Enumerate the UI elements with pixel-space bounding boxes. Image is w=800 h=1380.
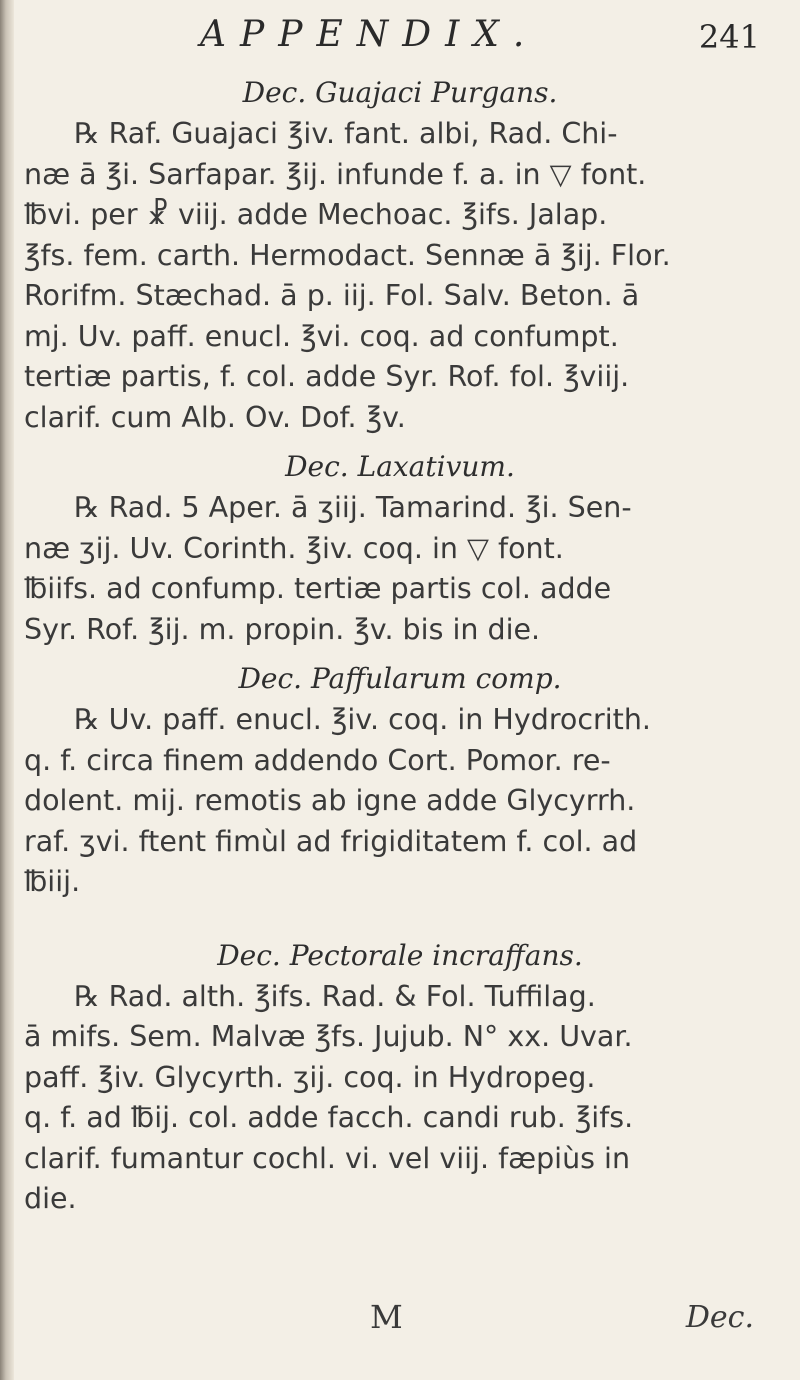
recipe-line: q. f. circa finem addendo Cort. Pomor. re- [24,743,611,777]
recipe-line: clarif. cum Alb. Ov. Dof. ℥v. [24,400,406,434]
recipe-line: raf. ʒvi. ftent fimùl ad frigiditatem f. col. ad [24,824,638,858]
page-header [0,14,800,72]
recipe-title: Dec. Paffularum comp. [238,662,562,695]
page-number: 241 [698,18,760,56]
recipe-line: q. f. ad ℔ij. col. adde facch. candi rub. ℥ifs. [24,1101,634,1134]
recipe-block [24,935,776,1220]
recipe-line: ℞ Rad. alth. ℥ifs. Rad. & Fol. Tuffilag. [74,979,596,1013]
recipe-list [24,72,776,1228]
recipe-block [24,658,776,903]
recipe-line: næ ʒij. Uv. Corinth. ℥iv. coq. in ▽ font. [24,531,564,565]
recipe-line: ℥fs. fem. carth. Hermodact. Sennæ ā ℥ij. Flor. [24,238,671,272]
recipe-line: næ ā ℥i. Sarfapar. ℥ij. infunde f. a. in ▽ font. [24,157,647,191]
running-head: APPENDIX. [200,14,539,55]
recipe-line: ℞ Rad. 5 Aper. ā ʒiij. Tamarind. ℥i. Sen- [74,491,632,524]
page-footer [0,1298,800,1358]
page-binding-edge [0,0,14,1380]
recipe-block [24,72,776,438]
recipe-line: dolent. mij. remotis ab igne adde Glycyrrh. [24,784,636,817]
recipe-title: Dec. Laxativum. [285,450,515,483]
recipe-title: Dec. Pectorale incraffans. [217,938,583,972]
recipe-line: ℞ Raf. Guajaci ℥iv. fant. albi, Rad. Chi- [74,117,618,150]
recipe-line: Rorifm. Stæchad. ā p. iij. Fol. Salv. Beton. ā [24,279,640,312]
recipe-line: ℔iifs. ad confump. tertiæ partis col. adde [24,572,612,605]
recipe-line: ℔iij. [24,865,81,898]
recipe-block [24,446,776,650]
signature-mark: M [370,1298,403,1336]
recipe-line: ℔vi. per ☧ viij. adde Mechoac. ℥ifs. Jalap. [24,198,608,231]
recipe-line: tertiæ partis, f. col. adde Syr. Rof. fol. ℥viij. [24,360,630,393]
recipe-line: mj. Uv. paff. enucl. ℥vi. coq. ad confumpt. [24,319,619,353]
section-gap [24,911,776,935]
recipe-line: Syr. Rof. ℥ij. m. propin. ℥v. bis in die. [24,612,541,646]
recipe-line: die. [24,1182,77,1215]
recipe-line: ā mifs. Sem. Malvæ ℥fs. Jujub. N° xx. Uvar. [24,1020,633,1053]
recipe-line: ℞ Uv. paff. enucl. ℥iv. coq. in Hydrocrith. [74,703,651,736]
catchword: Dec. [685,1300,754,1335]
recipe-line: paff. ℥iv. Glycyrth. ʒij. coq. in Hydropeg. [24,1060,596,1094]
recipe-line: clarif. fumantur cochl. vi. vel viij. fæpiùs in [24,1141,631,1175]
recipe-title: Dec. Guajaci Purgans. [242,76,558,109]
